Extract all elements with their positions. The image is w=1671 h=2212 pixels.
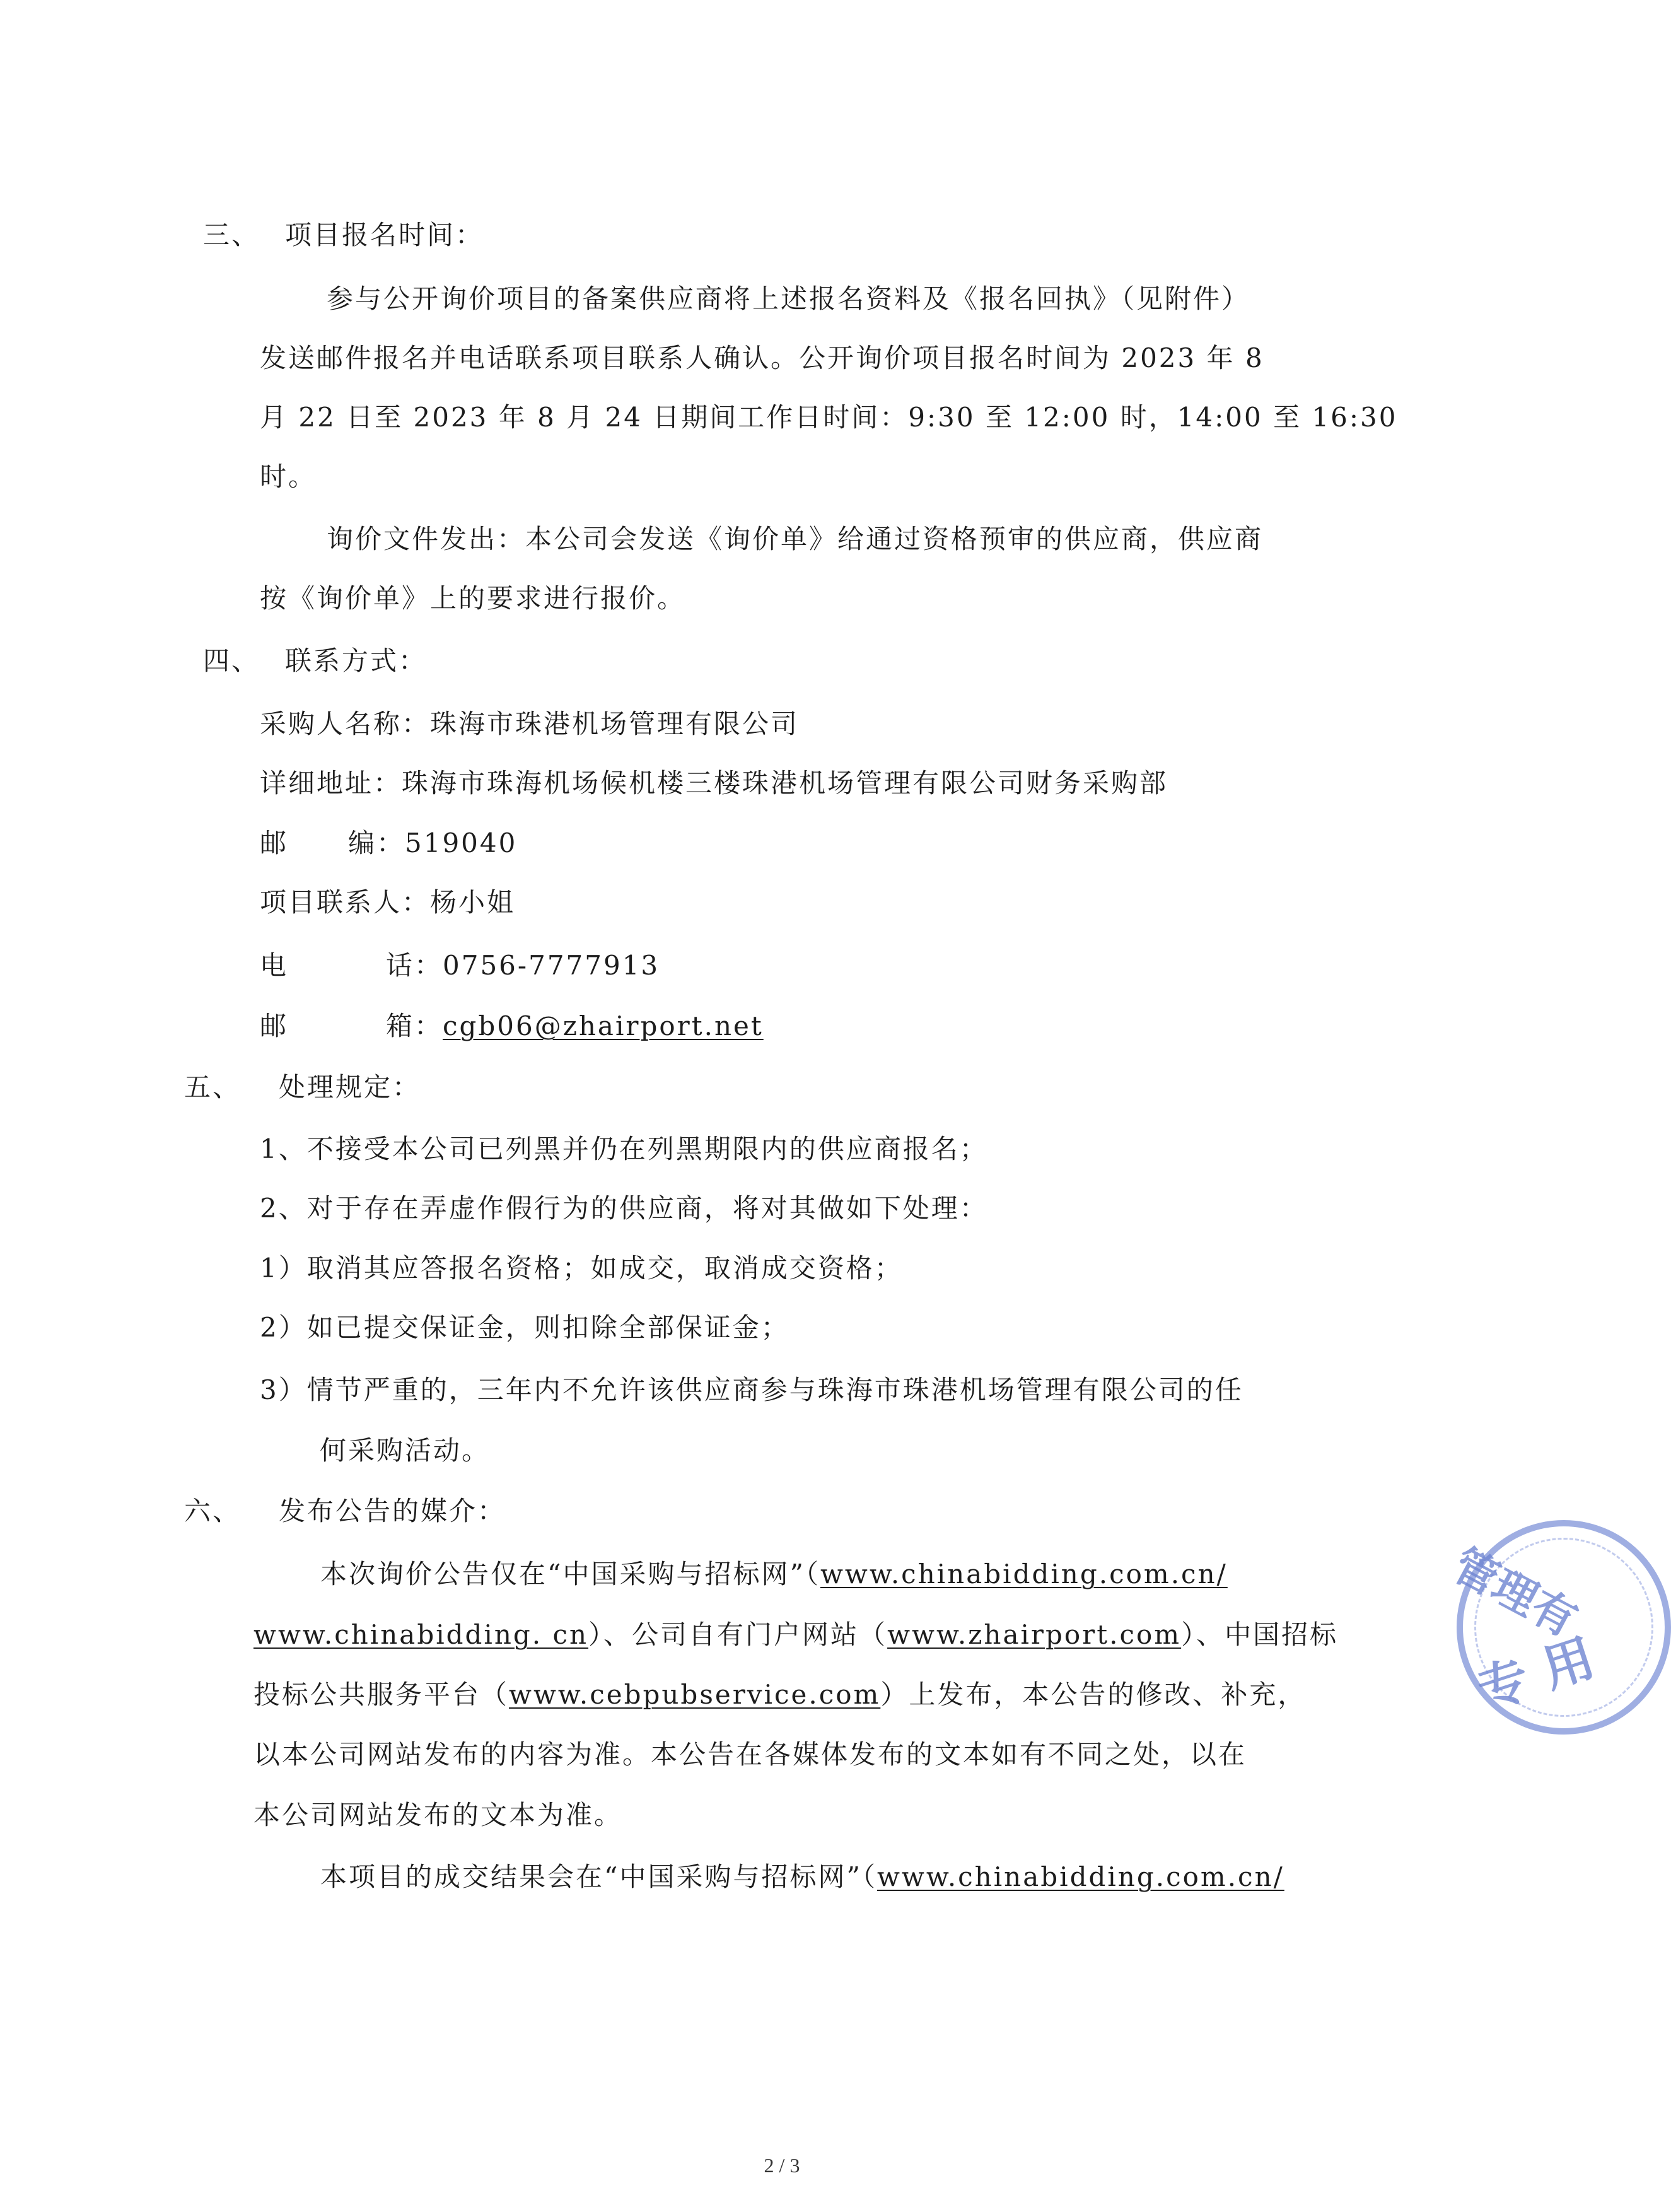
media-text: 本次询价公告仅在“中国采购与招标网”（ — [320, 1559, 820, 1589]
section4-title: 联系方式： — [285, 645, 428, 676]
section3-para2-line2: 按《询价单》上的要求进行报价。 — [260, 583, 686, 614]
phone-label-b: 话： — [386, 950, 443, 981]
postcode-row — [260, 830, 517, 857]
cebpubservice-link[interactable]: www.cebpubservice.com — [509, 1679, 881, 1710]
chinabidding-result-link[interactable]: www.chinabidding.com.cn/ — [876, 1861, 1284, 1892]
email-link[interactable]: cgb06@zhairport.net — [443, 1010, 764, 1041]
postcode-value: 519040 — [405, 828, 518, 858]
media-para1-line1 — [320, 1561, 1228, 1588]
address-value: 珠海市珠海机场候机楼三楼珠港机场管理有限公司财务采购部 — [402, 768, 1168, 799]
section5-title: 处理规定： — [279, 1072, 421, 1103]
seal-text-bottom: 专 用 — [1470, 1627, 1602, 1721]
media-text: 投标公共服务平台（ — [253, 1679, 509, 1710]
media-text: ）、中国招标 — [1181, 1619, 1339, 1650]
email-label-a: 邮 — [260, 1010, 289, 1041]
section6-title: 发布公告的媒介： — [279, 1495, 506, 1526]
chinabidding-link[interactable]: www.chinabidding.com.cn/ — [820, 1559, 1228, 1589]
rule-item-4: 2）如已提交保证金，则扣除全部保证金； — [260, 1312, 789, 1343]
section6-heading — [184, 1495, 506, 1526]
media-para2-line1 — [320, 1861, 1284, 1892]
section4-number: 四、 — [203, 645, 260, 676]
page-number: 2 / 3 — [764, 2154, 800, 2177]
rule-item-2: 2、对于存在弄虚作假行为的供应商，将对其做如下处理： — [260, 1193, 988, 1224]
phone-label-a: 电 — [260, 950, 289, 981]
media-text: ）、公司自有门户网站（ — [588, 1619, 888, 1650]
address-label: 详细地址： — [260, 768, 402, 799]
seal-text-top: 管理有 — [1444, 1538, 1586, 1647]
zhairport-link[interactable]: www.zhairport.com — [887, 1619, 1182, 1650]
purchaser-row — [260, 708, 800, 739]
section3-para1-line2: 发送邮件报名并电话联系项目联系人确认。公开询价项目报名时间为 2023 年 8 — [260, 342, 1264, 373]
rule-item-3: 1）取消其应答报名资格；如成交，取消成交资格； — [260, 1253, 903, 1284]
media-para1-line2 — [253, 1619, 1339, 1650]
section6-number: 六、 — [184, 1495, 242, 1526]
phone-value: 0756-7777913 — [443, 950, 660, 981]
section3-para1-line3: 月 22 日至 2023 年 8 月 24 日期间工作日时间：9:30 至 12:00 时，14:00 至 16:30 — [260, 402, 1398, 433]
media-para1-line3 — [253, 1679, 1307, 1710]
media-para1-line5: 本公司网站发布的文本为准。 — [253, 1799, 623, 1830]
rule-item-5-continued: 何采购活动。 — [320, 1435, 491, 1466]
section3-para1-line1: 参与公开询价项目的备案供应商将上述报名资料及《报名回执》（见附件） — [327, 283, 1250, 314]
contact-label: 项目联系人： — [260, 887, 431, 918]
phone-row — [260, 952, 660, 979]
section3-heading — [203, 219, 484, 250]
chinabidding-cn-link[interactable]: www.chinabidding. cn — [253, 1619, 589, 1650]
email-row — [260, 1010, 764, 1041]
section5-number: 五、 — [184, 1072, 242, 1103]
section4-heading — [203, 645, 428, 676]
section5-heading — [184, 1074, 421, 1101]
rule-item-1: 1、不接受本公司已列黑并仍在列黑期限内的供应商报名； — [260, 1133, 988, 1164]
address-row — [260, 770, 1168, 797]
contact-value: 杨小姐 — [430, 887, 516, 918]
media-para1-line4: 以本公司网站发布的内容为准。本公告在各媒体发布的文本如有不同之处，以在 — [253, 1739, 1247, 1770]
section3-title: 项目报名时间： — [285, 219, 484, 250]
purchaser-label: 采购人名称： — [260, 708, 431, 739]
media-text: ）上发布，本公告的修改、补充， — [880, 1679, 1307, 1710]
section3-para1-line4: 时。 — [260, 461, 317, 492]
postcode-label-a: 邮 — [260, 828, 289, 858]
email-label-b: 箱： — [386, 1010, 443, 1041]
purchaser-value: 珠海市珠港机场管理有限公司 — [430, 708, 800, 739]
section3-para2-line1: 询价文件发出：本公司会发送《询价单》给通过资格预审的供应商，供应商 — [327, 524, 1264, 554]
section3-number: 三、 — [203, 219, 260, 250]
media-text: 本项目的成交结果会在“中国采购与招标网”（ — [320, 1861, 877, 1892]
contact-row — [260, 889, 515, 916]
rule-item-5: 3）情节严重的，三年内不允许该供应商参与珠海市珠港机场管理有限公司的任 — [260, 1374, 1243, 1405]
postcode-label-b: 编： — [348, 828, 405, 858]
